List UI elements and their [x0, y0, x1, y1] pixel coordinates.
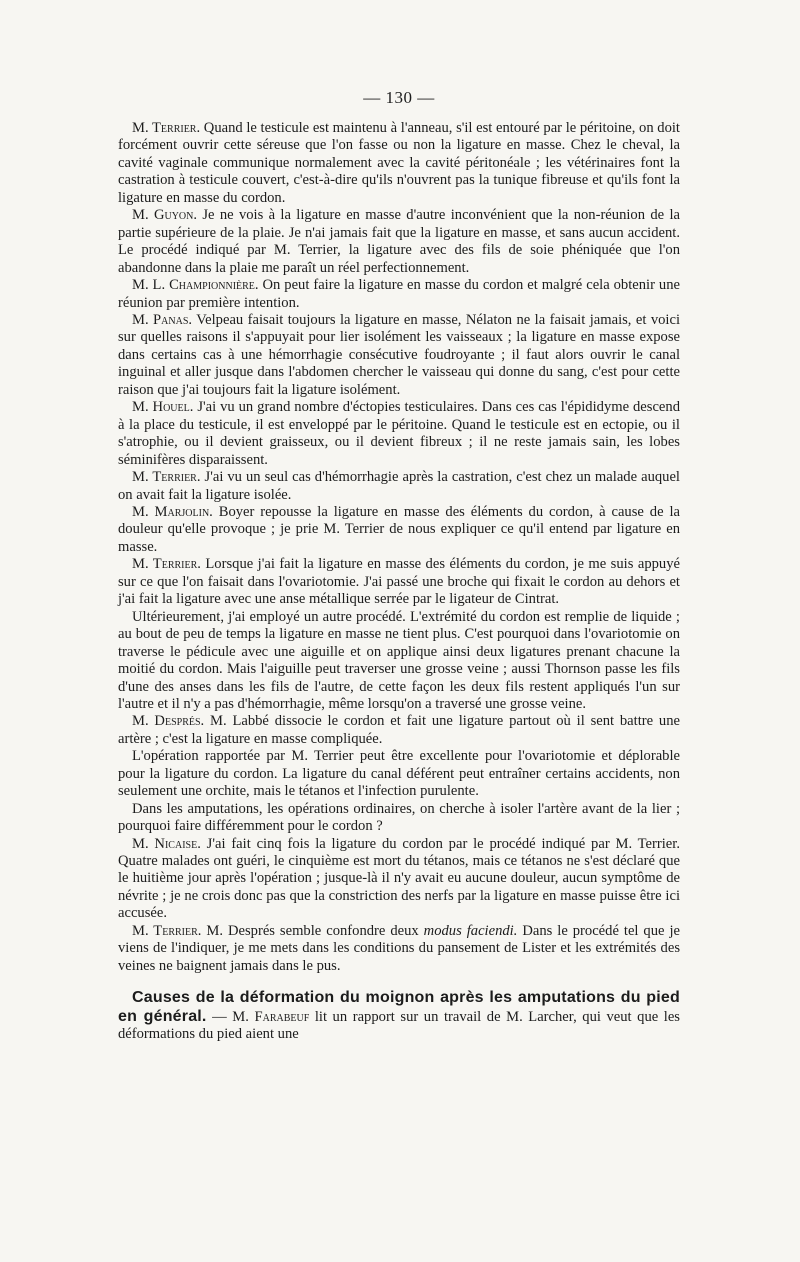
speaker-name: M. Panas. — [132, 311, 193, 328]
paragraph-text: On peut faire la ligature en masse du cordon et malgré cela obtenir une réunion par première intention. — [118, 277, 680, 311]
paragraph-text: Dans les amputations, les opérations ordinaires, on cherche à isoler l'artère avant de la lier ; pourquoi faire différemment pour le cordon ? — [118, 800, 680, 835]
paragraph — [118, 469, 680, 504]
paragraph — [118, 801, 680, 836]
speaker-name: M. Houel. — [132, 399, 194, 416]
paragraph-text: J'ai vu un seul cas d'hémorrhagie après la castration, c'est chez un malade auquel on avait fait la ligature isolée. — [118, 469, 680, 503]
paragraph — [118, 504, 680, 556]
speaker-name: M. Terrier. — [132, 469, 201, 486]
italic-phrase: modus faciendi. — [423, 922, 518, 939]
speaker-name: M. Farabeuf — [232, 1008, 310, 1025]
paragraph-text: Velpeau faisait toujours la ligature en masse, Nélaton ne la faisait jamais, et voici sur quelles raisons il s'appuyait pour lier isolément les vaisseaux ; la ligature en masse expose dans certains cas à une hémorrhagie consécutive foudroyante ; il faut alors ouvrir le canal inguinal et aller jusque dans l'abdomen chercher le vaisseau qui donne du sang, c'est pour cette raison que j'ai toujours fait la ligature isolément. — [118, 311, 681, 398]
paragraph-text: Lorsque j'ai fait la ligature en masse des éléments du cordon, je me suis appuyé sur ce que l'on faisait dans l'ovariotomie. J'ai passé une broche qui fixait le cordon au dehors et j'ai fait la ligature avec une anse métallique serrée par le ligateur de Cintrat. — [118, 556, 680, 608]
paragraph — [118, 312, 680, 399]
paragraph — [118, 120, 680, 207]
speaker-name: M. Terrier. — [132, 120, 201, 136]
section-paragraph — [118, 989, 680, 1043]
paragraph — [118, 277, 680, 312]
speaker-name: M. Nicaise. — [132, 835, 201, 852]
paragraph-text: Quand le testicule est maintenu à l'anneau, s'il est entouré par le péritoine, on doit forcément ouvrir cette séreuse que l'on fasse ou non la ligature en masse. Chez le cheval, la cavité vaginale communique normalement avec la cavité péritonéale ; les vétérinaires font la castration à testicule couvert, c'est-à-dire qu'ils n'ouvrent pas la tunique fibreuse et qu'ils font la ligature en masse du cordon. — [118, 120, 680, 206]
section-heading: Causes de la déformation du moignon après les amputations du pied en général. — [118, 989, 680, 1025]
paragraph-text: L'opération rapportée par M. Terrier peut être excellente pour l'ovariotomie et déplorable pour la ligature du cordon. La ligature du canal déférent peut entraîner certains accidents, non seulement une orchite, mais le tétanos et l'infection purulente. — [118, 748, 680, 800]
speaker-name: M. Després. — [132, 713, 205, 730]
paragraph — [118, 713, 680, 748]
speaker-name: M. Marjolin. — [132, 503, 213, 520]
section-dash: — — [206, 1008, 233, 1025]
paragraph-text: J'ai vu un grand nombre d'éctopies testiculaires. Dans ces cas l'épididyme descend à la place du testicule, il est enveloppé par le péritoine. Quand le testicule est en ectopie, ou il s'atrophie, ou il devient graisseux, ou il devient fibreux ; il ne reste jamais sain, les lobes séminifères disparaissent. — [118, 399, 681, 468]
speaker-name: M. Terrier. — [132, 556, 201, 573]
page-number: — 130 — — [363, 88, 435, 107]
paragraph — [118, 923, 680, 975]
speaker-name: M. L. Championnière. — [132, 277, 259, 294]
paragraph — [118, 556, 680, 608]
paragraph-text: M. Labbé dissocie le cordon et fait une ligature partout où il sent battre une artère ; c'est la ligature en masse compliquée. — [118, 713, 680, 747]
paragraph-text: lit un rapport sur un travail de M. Larcher, qui veut que les déformations du pied aient une — [118, 1008, 680, 1043]
paragraph — [118, 836, 680, 923]
paragraph-text-continued: Dans le procédé tel que je viens de l'indiquer, je me mets dans les conditions du pansement de Lister et les extrémités des veines ne baignent jamais dans le pus. — [118, 922, 680, 974]
paragraph-text: Boyer repousse la ligature en masse des éléments du cordon, à cause de la douleur qu'elle provoque ; je prie M. Terrier de nous expliquer ce qu'il entend par ligature en masse. — [118, 503, 680, 555]
paragraph — [118, 748, 680, 800]
paragraph — [118, 399, 680, 469]
text-body — [118, 88, 680, 1044]
speaker-name: M. Guyon. — [132, 207, 198, 224]
paragraph-text: J'ai fait cinq fois la ligature du cordon par le procédé indiqué par M. Terrier. Quatre malades ont guéri, le cinquième est mort du tétanos, mais ce tétanos ne s'est déclaré que le huitième jour après l'opération ; jusque-là il n'y avait eu aucune douleur, aucun symptôme de névrite ; je ne crois donc pas que la constriction des nerfs par la ligature en masse puisse être ici accusée. — [118, 835, 680, 922]
paragraph-text: M. Després semble confondre deux — [206, 922, 419, 939]
paragraph — [118, 609, 680, 714]
paragraph-text: Je ne vois à la ligature en masse d'autre inconvénient que la non-réunion de la partie supérieure de la plaie. Je n'ai jamais fait que la ligature en masse, et sans aucun accident. Le procédé indiqué par M. Terrier, la ligature avec des fils de soie phéniquée que l'on abandonne dans la plaie me paraît un réel perfectionnement. — [118, 207, 680, 276]
paragraph — [118, 207, 680, 277]
speaker-name: M. Terrier. — [132, 922, 202, 939]
paragraph-text: Ultérieurement, j'ai employé un autre procédé. L'extrémité du cordon est remplie de liquide ; au bout de peu de temps la ligature en masse ne tient plus. C'est pourquoi dans l'ovariotomie on traverse le pédicule avec une aiguille et on applique ainsi deux ligatures prenant chacune la moitié du cordon. Mais l'aiguille peut traverser une grosse veine ; aussi Thornson passe les fils d'une des anses dans les fils de l'autre, de cette façon les deux fils restent appliqués l'un sur l'autre et il n'y a pas d'hémorrhagie, même lorsqu'on a traversé une grosse veine. — [118, 608, 680, 712]
